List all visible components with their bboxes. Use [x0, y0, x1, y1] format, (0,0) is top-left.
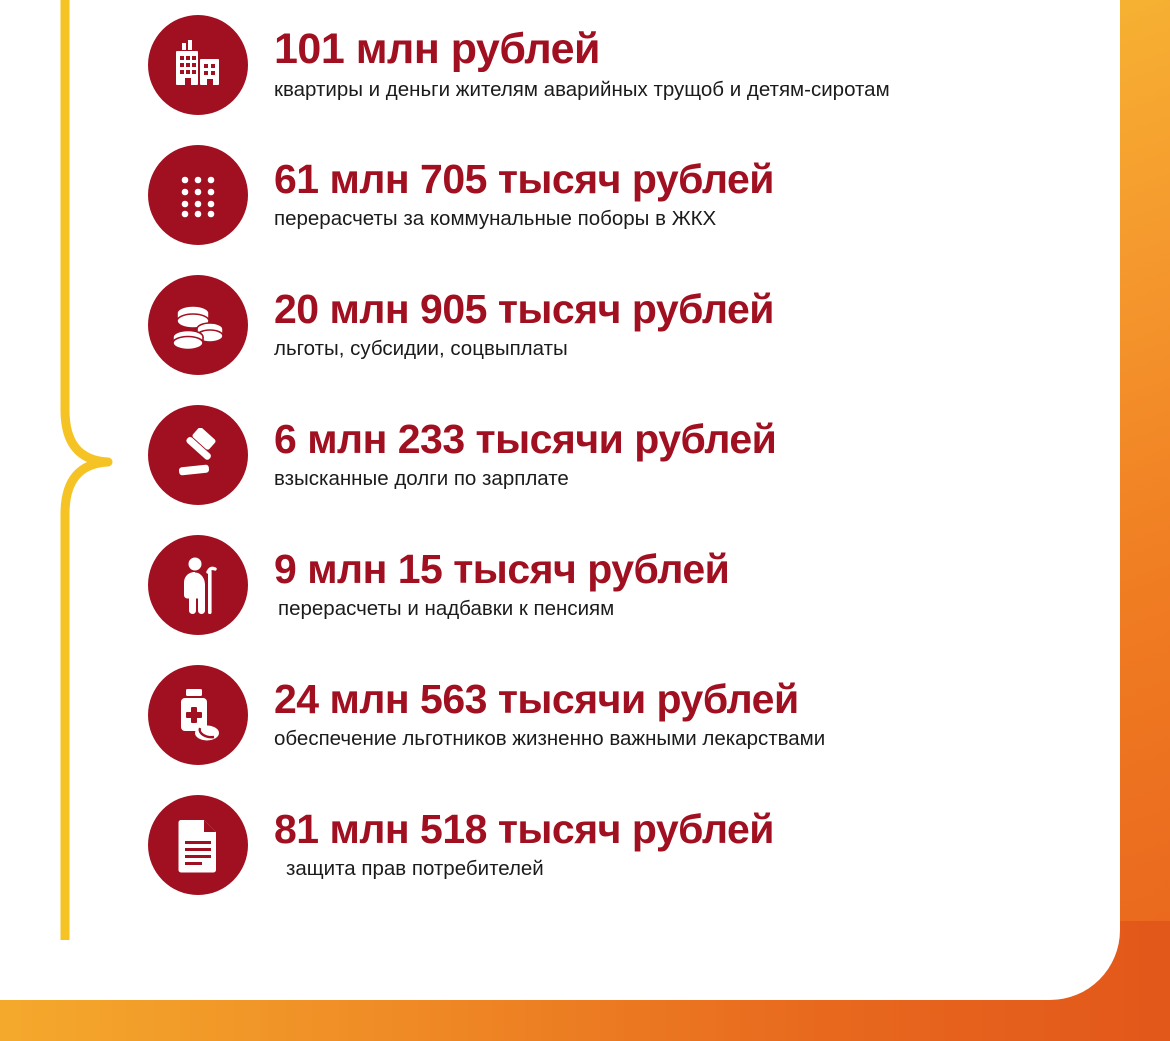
stat-caption: льготы, субсидии, соцвыплаты	[274, 336, 568, 360]
stat-caption: обеспечение льготников жизненно важными лекарствами	[274, 726, 826, 750]
calculator-icon	[148, 145, 248, 245]
coins-icon	[148, 275, 248, 375]
list-item	[0, 780, 1080, 910]
list-item	[0, 520, 1080, 650]
list-item	[0, 650, 1080, 780]
list-item	[0, 260, 1080, 390]
elderly-person-icon	[148, 535, 248, 635]
medicine-bottle-icon	[148, 665, 248, 765]
stat-caption: защита прав потребителей	[286, 856, 544, 880]
stat-caption: перерасчеты и надбавки к пенсиям	[278, 596, 615, 620]
list-item	[0, 0, 1080, 130]
stat-caption: квартиры и деньги жителям аварийных трущоб и детям-сиротам	[274, 78, 890, 102]
stat-amount: 6 млн 233 тысячи рублей	[274, 416, 777, 463]
stat-amount: 20 млн 905 тысяч рублей	[274, 286, 774, 333]
gavel-icon	[148, 405, 248, 505]
stat-caption: взысканные долги по зарплате	[274, 466, 569, 490]
document-icon	[148, 795, 248, 895]
stat-caption: перерасчеты за коммунальные поборы в ЖКХ	[274, 206, 717, 230]
stat-amount: 61 млн 705 тысяч рублей	[274, 156, 774, 203]
stat-amount: 24 млн 563 тысячи рублей	[274, 676, 799, 723]
list-item	[0, 130, 1080, 260]
list-item	[0, 390, 1080, 520]
stat-amount: 101 млн рублей	[274, 24, 600, 73]
stat-amount: 9 млн 15 тысяч рублей	[274, 546, 730, 593]
buildings-icon	[148, 15, 248, 115]
stat-amount: 81 млн 518 тысяч рублей	[274, 806, 774, 853]
